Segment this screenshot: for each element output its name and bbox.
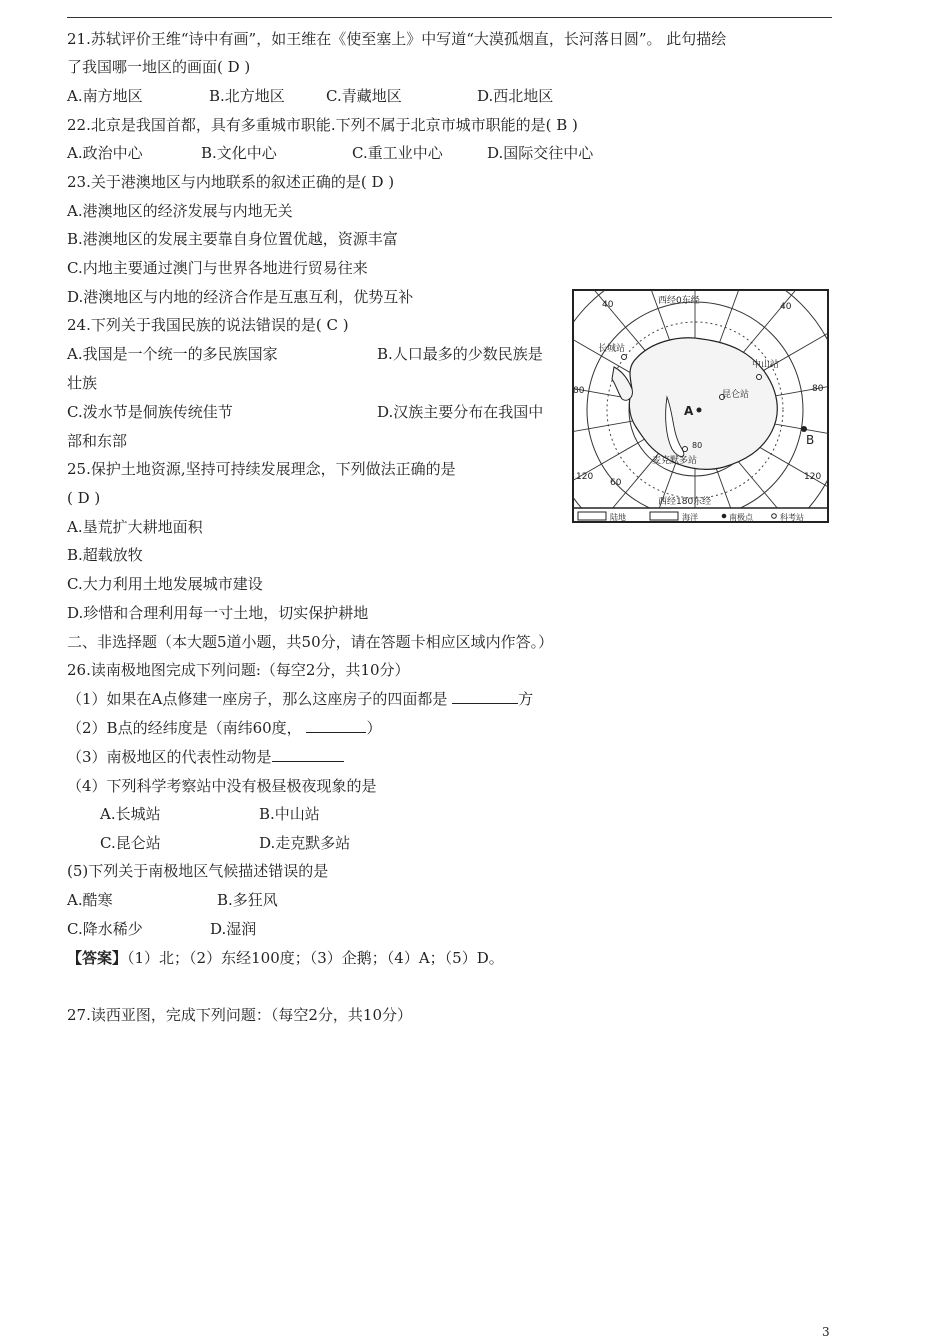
q26-part5-option-c: C.降水稀少 bbox=[67, 920, 143, 938]
q26-part4: （4）下列科学考察站中没有极昼极夜现象的是 bbox=[67, 777, 377, 795]
q22-option-b: B.文化中心 bbox=[201, 144, 277, 162]
q24-options-ab bbox=[67, 344, 567, 364]
q24-option-a: A.我国是一个统一的多民族国家 bbox=[67, 345, 278, 363]
q23-option-a: A.港澳地区的经济发展与内地无关 bbox=[67, 202, 293, 220]
station-label-kunlun: 昆仑站 bbox=[722, 390, 750, 400]
q26-part3-blank[interactable] bbox=[272, 747, 344, 762]
deg-label-80-right: 80 bbox=[812, 384, 824, 394]
q26-part4-option-a: A.长城站 bbox=[100, 805, 161, 823]
q26-part1-blank[interactable] bbox=[452, 689, 518, 704]
q24-option-c: C.泼水节是侗族传统佳节 bbox=[67, 403, 233, 421]
page-number: 3 bbox=[822, 1325, 830, 1339]
q26-part2-suffix: ） bbox=[366, 719, 382, 737]
q24-option-d: D.汉族主要分布在我国中 bbox=[377, 403, 544, 421]
q25-option-b: B.超载放牧 bbox=[67, 546, 143, 564]
station-marker-changcheng bbox=[622, 355, 627, 360]
q25-stem-line1: 25.保护土地资源,坚持可持续发展理念，下列做法正确的是 bbox=[67, 460, 456, 478]
q26-part4-option-b: B.中山站 bbox=[259, 805, 320, 823]
q26-answer bbox=[67, 948, 504, 968]
legend-ocean-label: 海洋 bbox=[682, 513, 698, 522]
q24-option-d-cont: 部和东部 bbox=[67, 432, 128, 450]
q21-option-a: A.南方地区 bbox=[67, 87, 143, 105]
q23-stem: 23.关于港澳地区与内地联系的叙述正确的是( D ) bbox=[67, 173, 395, 191]
station-marker-mcmurdo bbox=[683, 447, 688, 452]
q26-part5-options-cd bbox=[67, 919, 467, 939]
legend-pole-icon bbox=[722, 514, 727, 519]
legend-ocean-swatch bbox=[650, 512, 678, 520]
q25-stem-line2: ( D ) bbox=[67, 489, 101, 507]
q22-stem: 22.北京是我国首都，具有多重城市职能.下列不属于北京市城市职能的是( B ) bbox=[67, 116, 578, 134]
q26-part5: (5)下列关于南极地区气候描述错误的是 bbox=[67, 862, 329, 880]
point-b-label: B bbox=[806, 433, 815, 447]
q24-stem: 24.下列关于我国民族的说法错误的是( C ) bbox=[67, 316, 349, 334]
legend-land-swatch bbox=[578, 512, 606, 520]
q26-part1-suffix: 方 bbox=[518, 690, 534, 708]
answer-label: 【答案】 bbox=[67, 949, 128, 967]
legend-pole-label: 南极点 bbox=[729, 513, 753, 522]
station-label-mcmurdo: 麦克默多站 bbox=[652, 456, 698, 466]
q24-option-b: B.人口最多的少数民族是 bbox=[377, 345, 543, 363]
q24-option-b-cont: 壮族 bbox=[67, 374, 98, 392]
q25-option-a: A.垦荒扩大耕地面积 bbox=[67, 518, 203, 536]
q21-stem-line1: 21.苏轼评价王维“诗中有画”，如王维在《使至塞上》中写道“大漠孤烟直，长河落日圆”。 此句描绘 bbox=[67, 30, 727, 48]
q27-title: 27.读西亚图，完成下列问题：（每空2分，共10分） bbox=[67, 1006, 412, 1024]
q26-part1-text: （1）如果在A点修建一座房子，那么这座房子的四面都是 bbox=[67, 690, 453, 708]
deg-label-60: 60 bbox=[610, 478, 622, 488]
q21-stem-line2: 了我国哪一地区的画面( D ) bbox=[67, 58, 251, 76]
q26-part3 bbox=[67, 747, 344, 767]
deg-label-80-left: 80 bbox=[573, 386, 585, 396]
q26-part5-option-a: A.酷寒 bbox=[67, 891, 113, 909]
south-pole-marker bbox=[697, 408, 702, 413]
q25-option-c: C.大力利用土地发展城市建设 bbox=[67, 575, 263, 593]
q26-part3-text: （3）南极地区的代表性动物是 bbox=[67, 748, 272, 766]
q25-option-d: D.珍惜和合理利用每一寸土地，切实保护耕地 bbox=[67, 604, 369, 622]
deg-label-40-left: 40 bbox=[602, 300, 614, 310]
q21-option-b: B.北方地区 bbox=[209, 87, 285, 105]
station-label-zhongshan: 中山站 bbox=[752, 360, 780, 370]
antarctic-map-figure bbox=[572, 289, 829, 523]
q26-part4-option-c: C.昆仑站 bbox=[100, 834, 161, 852]
q22-options bbox=[67, 143, 847, 163]
q26-part4-options-ab bbox=[67, 804, 467, 824]
legend-station-icon bbox=[772, 514, 777, 519]
q21-option-d: D.西北地区 bbox=[477, 87, 554, 105]
q22-option-c: C.重工业中心 bbox=[352, 144, 443, 162]
legend-station-label: 科考站 bbox=[780, 513, 804, 522]
q26-part2-blank[interactable] bbox=[306, 718, 366, 733]
point-a-label: A bbox=[684, 404, 694, 418]
answer-text: （1）北；（2）东经100度；（3）企鹅；（4）A；（5）D。 bbox=[127, 949, 504, 967]
q21-option-c: C.青藏地区 bbox=[326, 87, 402, 105]
station-marker-zhongshan bbox=[757, 375, 762, 380]
q26-part2-text: （2）B点的经纬度是（南纬60度， bbox=[67, 719, 307, 737]
legend-land-label: 陆地 bbox=[610, 513, 626, 522]
q23-option-c: C.内地主要通过澳门与世界各地进行贸易往来 bbox=[67, 259, 368, 277]
q23-option-b: B.港澳地区的发展主要靠自身位置优越，资源丰富 bbox=[67, 230, 398, 248]
q26-title: 26.读南极地图完成下列问题:（每空2分，共10分） bbox=[67, 661, 410, 679]
deg-label-120-left: 120 bbox=[576, 472, 594, 482]
deg-label-120-right: 120 bbox=[804, 472, 822, 482]
section2-heading: 二、非选择题（本大题5道小题，共50分，请在答题卡相应区域内作答。） bbox=[67, 633, 554, 651]
q24-options-cd bbox=[67, 402, 567, 422]
station-label-changcheng: 长城站 bbox=[598, 344, 626, 354]
q26-part5-option-b: B.多狂风 bbox=[217, 891, 278, 909]
meridian-label-bottom: 西经180东经 bbox=[658, 497, 712, 507]
antarctic-map-svg bbox=[572, 289, 829, 523]
deg-label-40-right: 40 bbox=[780, 302, 792, 312]
point-b-marker bbox=[801, 426, 807, 432]
q26-part2 bbox=[67, 718, 381, 738]
deg-label-80-inner: 80 bbox=[692, 441, 703, 450]
q22-option-a: A.政治中心 bbox=[67, 144, 143, 162]
q26-part1 bbox=[67, 689, 533, 709]
q21-options bbox=[67, 86, 847, 106]
q26-part5-option-d: D.湿润 bbox=[210, 920, 257, 938]
q26-part5-options-ab bbox=[67, 890, 467, 910]
meridian-label-top: 西经0东经 bbox=[658, 296, 700, 306]
top-rule bbox=[67, 17, 832, 18]
q26-part4-option-d: D.走克默多站 bbox=[259, 834, 351, 852]
q26-part4-options-cd bbox=[67, 833, 467, 853]
q23-option-d: D.港澳地区与内地的经济合作是互惠互利，优势互补 bbox=[67, 288, 414, 306]
q22-option-d: D.国际交往中心 bbox=[487, 144, 594, 162]
